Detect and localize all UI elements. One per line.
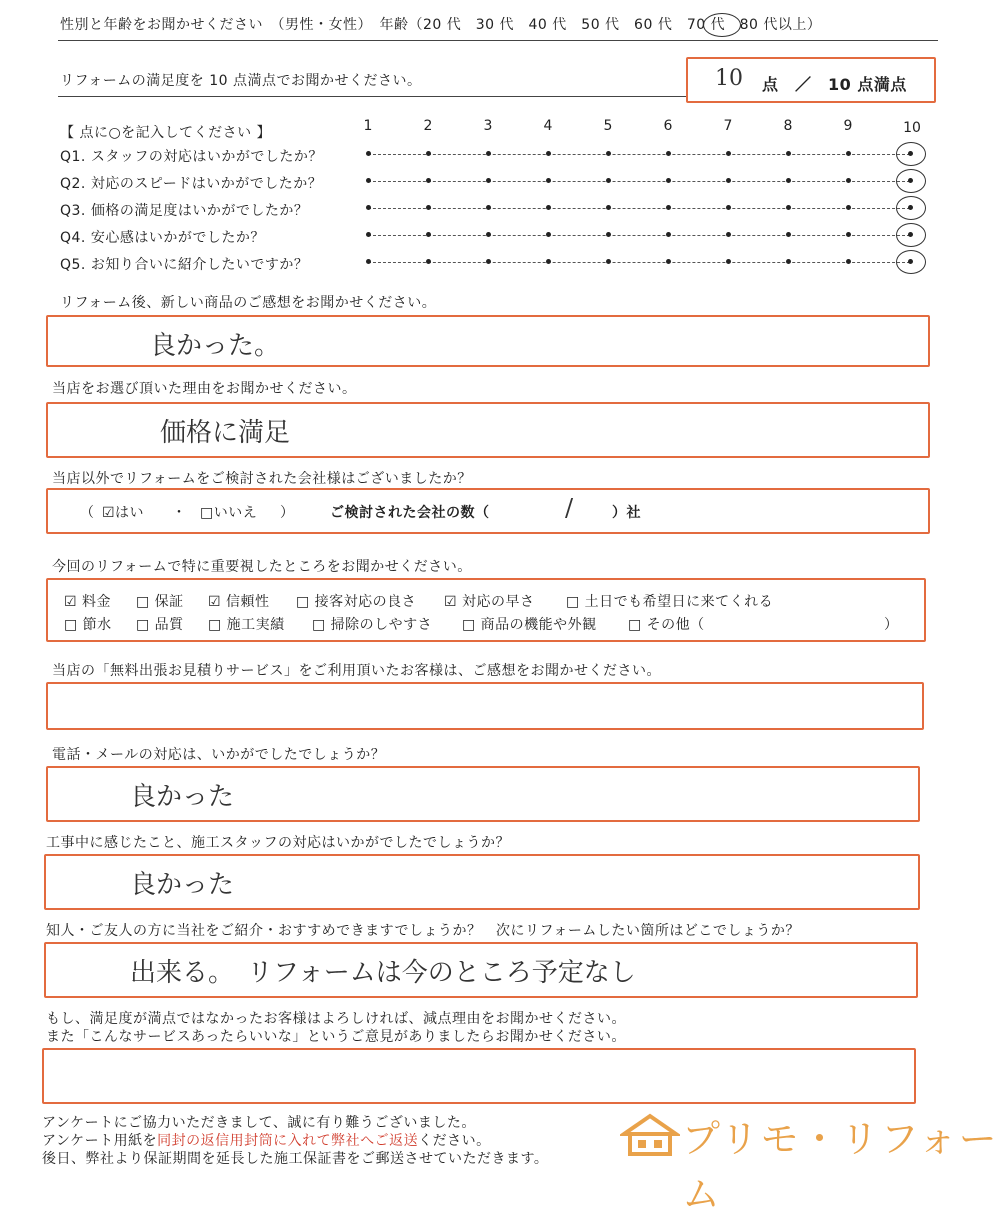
scale-dot-q3-7[interactable] [726,205,731,210]
company-count-value: / [565,494,574,522]
phone-answer: 良かった [130,782,235,812]
scale-dot-q2-3[interactable] [486,178,491,183]
scale-dot-q3-2[interactable] [426,205,431,210]
option-reliability[interactable]: ☑ 信頼性 [208,594,270,610]
other-separator: ・ [172,505,187,521]
scale-number-5: 5 [603,118,613,134]
scale-dot-q4-8[interactable] [786,232,791,237]
scale-line-q3 [368,208,910,209]
footer-warranty: 後日、弊社より保証期間を延長した施工保証書をご郵送させていただきます。 [42,1151,549,1167]
scale-dot-q3-5[interactable] [606,205,611,210]
option-other[interactable]: □ その他（ [628,617,705,633]
scale-number-6: 6 [663,118,673,134]
scale-dot-q2-7[interactable] [726,178,731,183]
company-count-label: ご検討された会社の数（ [330,505,490,521]
deduction-question-1: もし、満足度が満点ではなかったお客様はよろしければ、減点理由をお聞かせください。 [46,1011,626,1027]
reason-answer: 価格に満足 [160,418,291,448]
scale-line-q5 [368,262,910,263]
scale-number-1: 1 [363,118,373,134]
scale-dot-q1-6[interactable] [666,151,671,156]
scale-number-9: 9 [843,118,853,134]
option-function-appearance[interactable]: □ 商品の機能や外観 [462,617,597,633]
scale-lines [0,0,1000,300]
estimate-answer-box[interactable] [46,682,924,730]
scale-dot-q2-2[interactable] [426,178,431,183]
question-q3: Q3. 価格の満足度はいかがでしたか？ [60,203,309,219]
referral-question: 知人・ご友人の方に当社をご紹介・おすすめできますでしょうか？ 次にリフォームしたい箇所はどこでしょうか？ [46,923,800,939]
scale-dot-q3-1[interactable] [366,205,371,210]
scale-dot-q5-2[interactable] [426,259,431,264]
scale-dot-q4-5[interactable] [606,232,611,237]
option-weekend-visit[interactable]: □ 土日でも希望日に来てくれる [566,594,774,610]
other-open-paren: （ [80,505,95,521]
scale-instruction: 【 点に○を記入してください 】 [60,125,272,141]
estimate-question: 当店の「無料出張お見積りサービス」をご利用頂いたお客様は、ご感想をお聞かせください。 [52,663,661,679]
scale-dot-q5-5[interactable] [606,259,611,264]
scale-dot-q1-7[interactable] [726,151,731,156]
deduction-answer-box[interactable] [42,1048,916,1104]
footer-return-line [42,1130,491,1150]
house-icon [620,1112,680,1156]
scale-dot-q5-7[interactable] [726,259,731,264]
scale-number-4: 4 [543,118,553,134]
company-logo: プリモ・リフォーム [682,1117,999,1216]
footer-return-prefix: アンケート用紙を [42,1133,158,1149]
work-answer: 良かった [130,870,235,900]
option-track-record[interactable]: □ 施工実績 [208,617,285,633]
scale-number-10: 10 [903,120,921,136]
scale-dot-q4-6[interactable] [666,232,671,237]
question-q4: Q4. 安心感はいかがでしたか？ [60,230,265,246]
scale-dot-q1-1[interactable] [366,151,371,156]
impression-question: リフォーム後、新しい商品のご感想をお聞かせください。 [60,295,437,311]
scale-dot-q3-8[interactable] [786,205,791,210]
scale-line-q2 [368,181,910,182]
option-price[interactable]: ☑ 料金 [64,594,112,610]
scale-dot-q5-4[interactable] [546,259,551,264]
scale-dot-q5-1[interactable] [366,259,371,264]
footer-return-suffix: ください。 [418,1133,491,1149]
scale-line-q1 [368,154,910,155]
scale-dot-q3-3[interactable] [486,205,491,210]
scale-dot-q2-8[interactable] [786,178,791,183]
scale-dot-q5-6[interactable] [666,259,671,264]
company-count-unit: ）社 [612,505,641,521]
scale-dot-q1-9[interactable] [846,151,851,156]
footer-return-emphasis: 同封の返信用封筒に入れて弊社へご返送 [157,1133,419,1149]
scale-dot-q1-8[interactable] [786,151,791,156]
scale-dot-q2-5[interactable] [606,178,611,183]
scale-number-7: 7 [723,118,733,134]
score-handwritten: 10 [715,66,743,91]
referral-answer: 出来る。 リフォームは今のところ予定なし [130,958,636,988]
phone-question: 電話・メールの対応は、いかがでしたでしょうか？ [52,747,386,763]
scale-dot-q4-9[interactable] [846,232,851,237]
other-no-checkbox[interactable]: □いいえ [200,505,258,521]
other-company-question: 当店以外でリフォームをご検討された会社様はございましたか？ [52,471,472,487]
scale-dot-q3-9[interactable] [846,205,851,210]
work-question: 工事中に感じたこと、施工スタッフの対応はいかがでしたでしょうか？ [46,835,510,851]
scale-dot-q4-3[interactable] [486,232,491,237]
impression-answer: 良かった。 [150,331,281,361]
option-customer-service[interactable]: □ 接客対応の良さ [296,594,417,610]
scale-dot-q2-4[interactable] [546,178,551,183]
option-easy-cleaning[interactable]: □ 掃除のしやすさ [312,617,433,633]
option-other-close: ） [884,617,899,633]
scale-dot-q5-8[interactable] [786,259,791,264]
selected-circle-q2 [896,169,926,193]
scale-dot-q2-1[interactable] [366,178,371,183]
scale-dot-q4-1[interactable] [366,232,371,237]
scale-number-3: 3 [483,118,493,134]
scale-dot-q1-2[interactable] [426,151,431,156]
selected-circle-q1 [896,142,926,166]
scale-dot-q3-4[interactable] [546,205,551,210]
scale-dot-q1-3[interactable] [486,151,491,156]
question-q1: Q1. スタッフの対応はいかがでしたか？ [60,149,323,165]
deduction-question-2: また「こんなサービスあったらいいな」というご意見がありましたらお聞かせください。 [46,1029,626,1045]
scale-dot-q1-4[interactable] [546,151,551,156]
scale-dot-q5-9[interactable] [846,259,851,264]
scale-dot-q4-4[interactable] [546,232,551,237]
gender-age-question: 性別と年齢をお聞かせください （男性・女性） 年齢（20 代 30 代 40 代 50 代 60 代 70 代 80 代以上） [60,17,822,33]
scale-number-2: 2 [423,118,433,134]
option-water-saving[interactable]: □ 節水 [64,617,112,633]
scale-line-q4 [368,235,910,236]
reason-question: 当店をお選び頂いた理由をお聞かせください。 [52,381,357,397]
selected-circle-q4 [896,223,926,247]
selected-circle-q3 [896,196,926,220]
important-question: 今回のリフォームで特に重要視したところをお聞かせください。 [52,559,472,575]
option-warranty[interactable]: □ 保証 [136,594,184,610]
scale-dot-q2-9[interactable] [846,178,851,183]
option-quality[interactable]: □ 品質 [136,617,184,633]
question-q2: Q2. 対応のスピードはいかがでしたか？ [60,176,323,192]
scale-number-8: 8 [783,118,793,134]
satisfaction-question: リフォームの満足度を 10 点満点でお聞かせください。 [60,73,422,89]
option-quick-response[interactable]: ☑ 対応の早さ [444,594,535,610]
scale-dot-q4-2[interactable] [426,232,431,237]
question-q5: Q5. お知り合いに紹介したいですか？ [60,257,309,273]
selected-circle-q5 [896,250,926,274]
footer-thanks: アンケートにご協力いただきまして、誠に有り難うございました。 [42,1115,476,1131]
other-close-paren: ） [280,505,295,521]
scale-dot-q3-6[interactable] [666,205,671,210]
scale-dot-q1-5[interactable] [606,151,611,156]
scale-dot-q2-6[interactable] [666,178,671,183]
score-unit: 点 ／ 10 点満点 [762,75,907,94]
scale-dot-q5-3[interactable] [486,259,491,264]
scale-dot-q4-7[interactable] [726,232,731,237]
other-yes-checkbox[interactable]: ☑はい [102,505,145,521]
